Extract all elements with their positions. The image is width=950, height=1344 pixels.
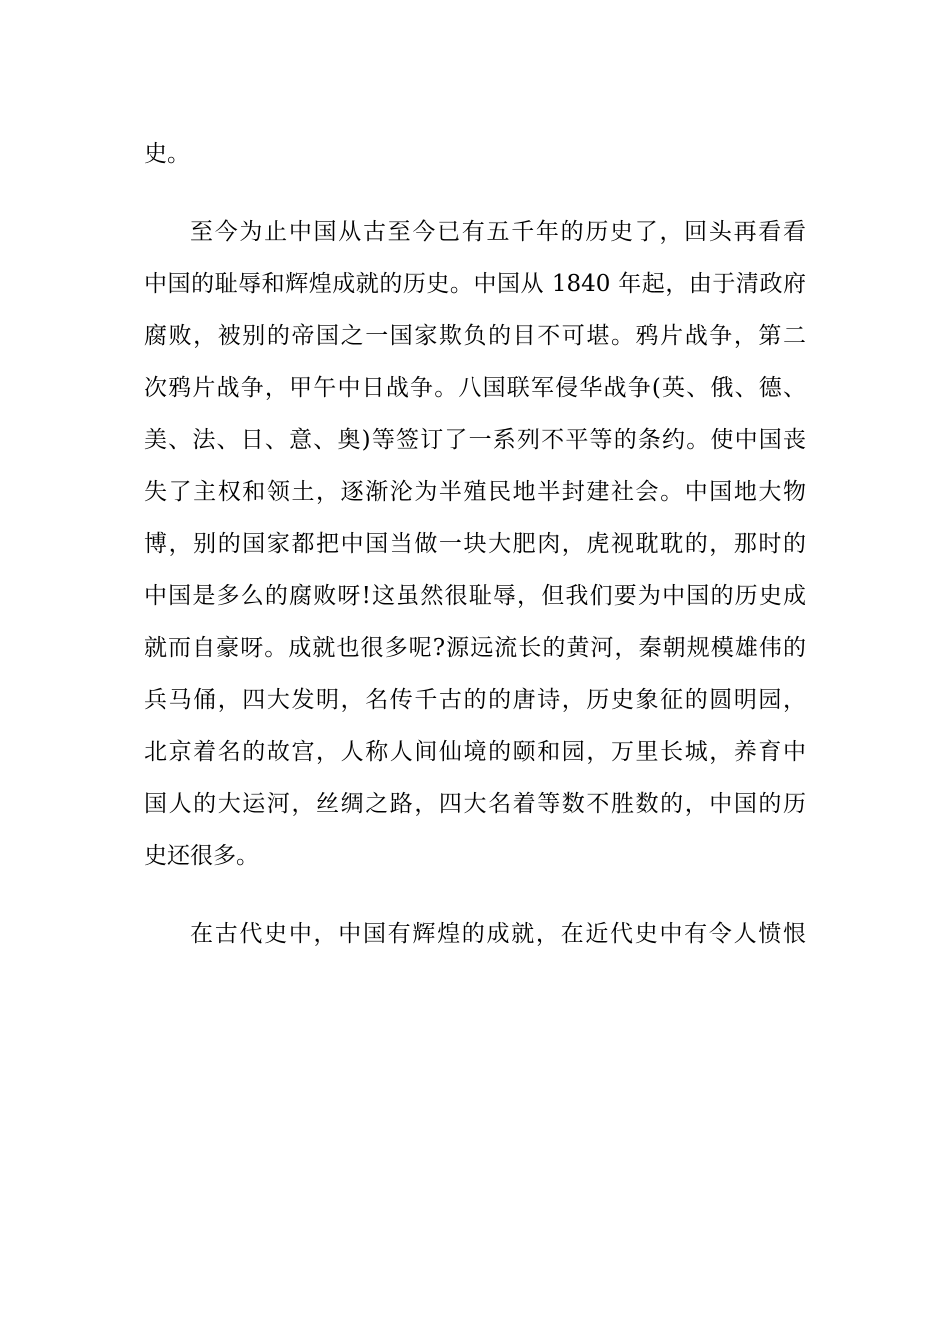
text-line: 失了主权和领土，逐渐沦为半殖民地半封建社会。中国地大物 xyxy=(144,479,806,505)
paragraph-gap xyxy=(144,180,806,206)
text-line: 史。 xyxy=(144,141,190,167)
text-line: 腐败，被别的帝国之一国家欺负的目不可堪。鸦片战争，第二 xyxy=(144,323,806,349)
text-line: 美、法、日、意、奥)等签订了一系列不平等的条约。使中国丧 xyxy=(144,427,806,453)
paragraph-1 xyxy=(144,128,806,180)
text-line: 就而自豪呀。成就也很多呢?源远流长的黄河，秦朝规模雄伟的 xyxy=(144,635,806,661)
paragraph-gap xyxy=(144,882,806,908)
text-line: 博，别的国家都把中国当做一块大肥肉，虎视耽耽的，那时的 xyxy=(144,531,806,557)
text-line: 至今为止中国从古至今已有五千年的历史了，回头再看看 xyxy=(190,219,806,245)
text-line: 国人的大运河，丝绸之路，四大名着等数不胜数的，中国的历 xyxy=(144,791,806,817)
text-line: 中国的耻辱和辉煌成就的历史。中国从 1840 年起，由于清政府 xyxy=(144,271,806,297)
text-line: 兵马俑，四大发明，名传千古的的唐诗，历史象征的圆明园， xyxy=(144,687,806,713)
text-line: 次鸦片战争，甲午中日战争。八国联军侵华战争(英、俄、德、 xyxy=(144,375,806,401)
text-line: 在古代史中，中国有辉煌的成就，在近代史中有令人愤恨 xyxy=(190,921,806,947)
paragraph-2 xyxy=(144,206,806,882)
text-line: 中国是多么的腐败呀!这虽然很耻辱，但我们要为中国的历史成 xyxy=(144,583,806,609)
text-line: 史还很多。 xyxy=(144,843,259,869)
document-body xyxy=(144,128,806,960)
text-line: 北京着名的故宫，人称人间仙境的颐和园，万里长城，养育中 xyxy=(144,739,806,765)
paragraph-3 xyxy=(144,908,806,960)
